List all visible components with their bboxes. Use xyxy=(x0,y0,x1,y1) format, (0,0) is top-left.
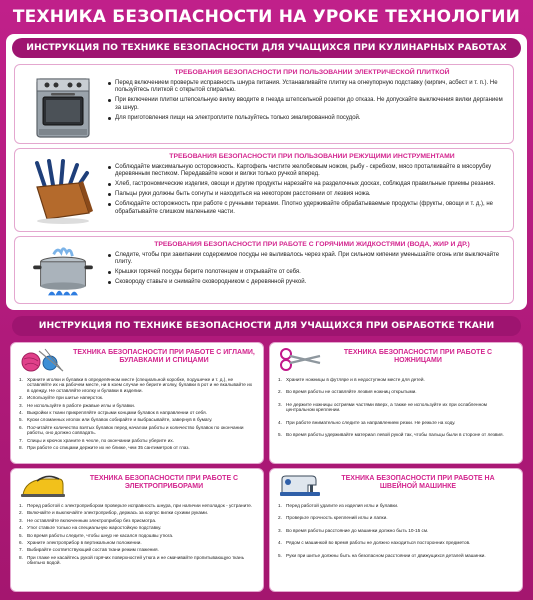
list-item: Сковороду ставьте и снимайте сковородником с деревянной ручкой. xyxy=(107,279,503,286)
electric-stove-icon xyxy=(23,73,103,143)
list-item: Крышки горячей посуды берите полотенцем и открывайте от себя. xyxy=(107,269,503,276)
electric-appliances-card xyxy=(10,468,264,592)
electric-stove-block xyxy=(14,64,514,144)
cooking-section-header: ИНСТРУКЦИЯ ПО ТЕХНИКЕ БЕЗОПАСНОСТИ ДЛЯ УЧАЩИХСЯ ПРИ КУЛИНАРНЫХ РАБОТАХ xyxy=(12,38,521,58)
list-item: При включении плитки штепсельную вилку вводите в гнезда штепсельной розетки до отказа. Не допускайте выключения вилки дерганием за шнур. xyxy=(107,97,503,112)
fabric-section-header: ИНСТРУКЦИЯ ПО ТЕХНИКЕ БЕЗОПАСНОСТИ ДЛЯ УЧАЩИХСЯ ПРИ ОБРАБОТКЕ ТКАНИ xyxy=(12,316,521,336)
card-list xyxy=(278,503,514,565)
list-item: 2. Во время работы не оставляйте лезвия ножниц открытыми. xyxy=(278,389,417,395)
block-list xyxy=(107,164,503,219)
list-item: 4. Выкройки к ткани прикрепляйте острыми концами булавок в направлении от себя. xyxy=(19,410,207,416)
list-item: 7. Выбирайте соответствующий состав ткани режим глажения. xyxy=(19,547,159,553)
list-item: 1. Перед работой удалите из изделия иглы и булавки. xyxy=(278,503,399,508)
card-title: ТЕХНИКА БЕЗОПАСНОСТИ ПРИ РАБОТЕ С ЭЛЕКТРОПРИБОРАМИ xyxy=(89,475,239,491)
card-list xyxy=(278,377,514,444)
list-item: 2. Проверьте прочность креплений иглы и лапки. xyxy=(278,515,388,521)
list-item: Пальцы руки должны быть согнуты и находиться на некотором расстоянии от лезвия ножа. xyxy=(107,191,503,198)
list-item: 7. Спицы и крючок храните в чехле, по окончании работы уберите их. xyxy=(19,437,174,443)
list-item: 3. Не используйте в работе ржавые иглы и булавки. xyxy=(19,402,136,408)
yarn-and-needles-icon xyxy=(17,347,67,373)
list-item: 1. Храните ножницы в футляре и в недоступном месте для детей. xyxy=(278,377,425,382)
list-item: Для приготовления пищи на электроплите пользуйтесь только эмалированной посудой. xyxy=(107,115,503,122)
block-list xyxy=(107,252,503,289)
sewing-machine-card xyxy=(269,468,523,592)
list-item: 8. При работе со спицами держите их не ближе, чем 35 сантиметров от глаз. xyxy=(19,445,190,451)
block-title: ТРЕБОВАНИЯ БЕЗОПАСНОСТИ ПРИ ПОЛЬЗОВАНИИ РЕЖУЩИМИ ИНСТРУМЕНТАМИ xyxy=(169,153,455,160)
knife-block-icon xyxy=(23,157,103,227)
card-title: ТЕХНИКА БЕЗОПАСНОСТИ ПРИ РАБОТЕ НА ШВЕЙНОЙ МАШИНКЕ xyxy=(341,475,495,491)
page-title: ТЕХНИКА БЕЗОПАСНОСТИ НА УРОКЕ ТЕХНОЛОГИИ xyxy=(12,7,521,27)
list-item: 6. Посчитайте количество взятых булавок перед началом работы и количество булавок по окончании работы, оно должно совпадать. xyxy=(19,424,244,436)
list-item: Перед включением проверьте исправность шнура питания. Устанавливайте плитку на огнеупорную подставку (кирпич, асбест и т. п.). Не пользуйтесь плиткой с открытой спиралью. xyxy=(107,80,503,95)
hot-liquids-block xyxy=(14,236,514,304)
list-item: 1. Перед работой с электроприбором проверьте исправность шнура, при наличии неполадок - устраните. xyxy=(19,503,253,508)
list-item: 3. Во время работы расстояние до машинки должно быть 10-15 см. xyxy=(278,527,429,533)
iron-icon xyxy=(17,473,67,499)
card-list xyxy=(19,503,255,568)
list-item: Соблюдайте осторожность при работе с ручными терками. Плотно удерживайте обрабатываемые продукты (фрукты, овощи и т. д.), не обрабатывайте слишком маленькие части. xyxy=(107,201,503,216)
block-title: ТРЕБОВАНИЯ БЕЗОПАСНОСТИ ПРИ ПОЛЬЗОВАНИИ ЭЛЕКТРИЧЕСКОЙ ПЛИТКОЙ xyxy=(174,69,450,76)
list-item: 5. Руки при шитье должны быть на безопасном расстоянии от движущихся деталей машинки. xyxy=(278,552,486,558)
pot-on-flame-icon xyxy=(23,245,103,301)
block-list xyxy=(107,80,503,125)
scissors-card xyxy=(269,342,523,464)
list-item: Следите, чтобы при закипании содержимое посуды не выливалось через край. При сильном кипении уменьшайте огонь или выключайте плиту. xyxy=(107,252,503,267)
card-title: ТЕХНИКА БЕЗОПАСНОСТИ ПРИ РАБОТЕ С ИГЛАМИ, БУЛАВКАМИ И СПИЦАМИ xyxy=(73,349,255,365)
list-item: Хлеб, гастрономические изделия, овощи и другие продукты нарезайте на разделочных досках, соблюдая правильные приемы резания. xyxy=(107,181,503,188)
list-item: 4. Утюг ставьте только на специальную жаростойкую подставку. xyxy=(19,525,162,531)
list-item: 8. При глаже не касайтесь рукой горячих поверхностей утюга и не смачивайте пропитывающую ткань обильно водой. xyxy=(19,554,245,566)
list-item: 6. Храните электроприбор в вертикальном положении. xyxy=(19,540,142,546)
list-item: 2. Используйте при шитье наперсток. xyxy=(19,395,104,401)
list-item: 5. Во время работы удерживайте материал левой рукой так, чтобы пальцы были в стороне от лезвия. xyxy=(278,432,504,438)
list-item: 5. Куски сломанных иголок или булавок собирайте и выбрасывайте, завернув в бумагу. xyxy=(19,417,213,423)
needles-card xyxy=(10,342,264,464)
fabric-panel xyxy=(6,314,527,596)
list-item: 3. Не оставляйте включенным электроприбор без присмотра. xyxy=(19,517,157,523)
cutting-tools-block xyxy=(14,148,514,232)
cooking-panel xyxy=(6,34,527,310)
list-item: 2. Включайте и выключайте электроприбор, держась за корпус вилки сухими руками. xyxy=(19,510,209,516)
block-title: ТРЕБОВАНИЯ БЕЗОПАСНОСТИ ПРИ РАБОТЕ С ГОРЯЧИМИ ЖИДКОСТЯМИ (ВОДА, ЖИР И ДР.) xyxy=(154,241,470,248)
scissors-icon xyxy=(278,347,322,371)
card-list xyxy=(19,377,255,452)
sewing-machine-icon xyxy=(278,473,322,497)
card-title: ТЕХНИКА БЕЗОПАСНОСТИ ПРИ РАБОТЕ С НОЖНИЦАМИ xyxy=(343,349,493,365)
list-item: 3. Не держите ножницы остриями частями вверх, а также не используйте их при ослабленном центральном креплении. xyxy=(278,401,488,413)
list-item: 5. Во время работы следите, чтобы шнур не касался подошвы утюга. xyxy=(19,532,174,538)
list-item: 4. При работе внимательно следите за направлением резки. Не режьте на ходу. xyxy=(278,419,456,425)
list-item: 4. Рядом с машинкой во время работы не должно находиться посторонних предметов. xyxy=(278,540,471,546)
list-item: Соблюдайте максимальную осторожность. Картофель чистите желобковым ножом, рыбу - скребком, мясо проталкивайте в мясорубку деревянным пестиком. Передавайте ножи и вилки только ручкой вперед. xyxy=(107,164,503,179)
list-item: 1. Храните иголки и булавки в определённом месте (специальной коробке, подушечке и т. д.), не оставляйте их на рабочем месте, ни в коем случае не берите иголку, булавки в рот и не вкалывайте их в одежду. Не оставляйте иголку и булавки в изделии. xyxy=(19,377,253,393)
